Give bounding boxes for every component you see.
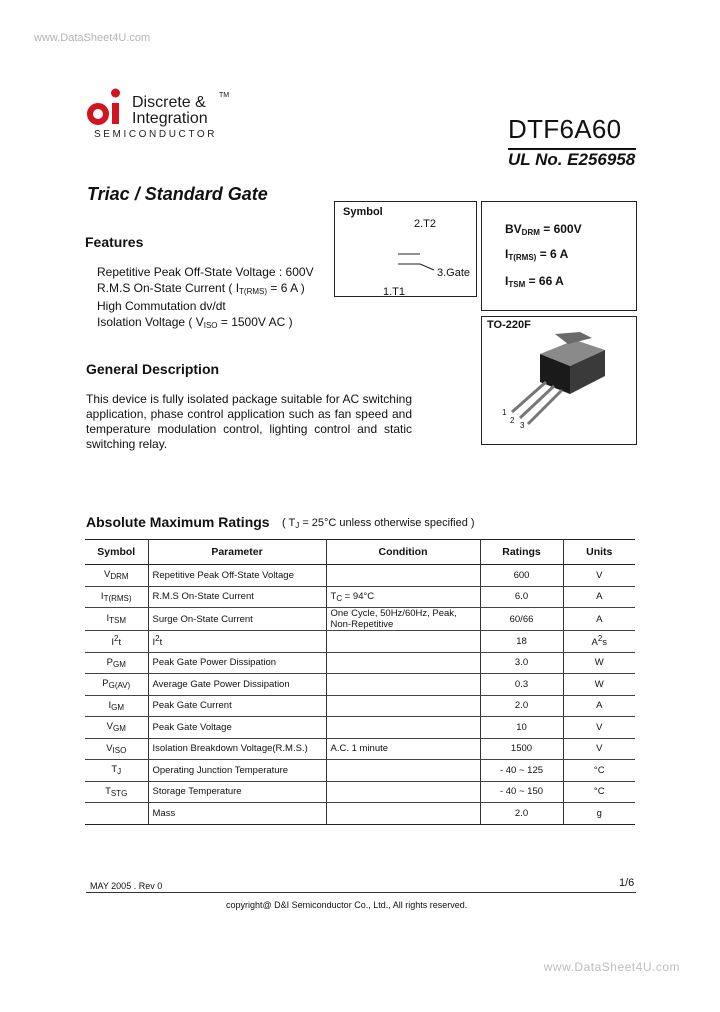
cell-unit: V [563, 565, 635, 587]
page-number: 1/6 [619, 877, 635, 889]
ul-number: UL No. E256958 [508, 150, 636, 169]
feature-item: High Commutation dv/dt [97, 299, 226, 313]
features-list [97, 265, 314, 333]
spec-bvdrm: $BV_{DRM} = 600V$ [505, 222, 582, 237]
cell-value: 2.0 [480, 803, 563, 825]
table-row [85, 717, 635, 739]
cell-value: 18 [480, 631, 563, 653]
cell-value: 6.0 [480, 586, 563, 608]
cell-condition [326, 565, 480, 587]
cell-unit: $A^2s$ [563, 631, 635, 653]
cell-symbol: $I_{T(RMS)}$ [85, 586, 148, 608]
spec-itrms: $I_{T(RMS)} = 6$ A [505, 247, 569, 262]
cell-condition: $T_C = 94^\circ C$ [326, 586, 480, 608]
cell-value: 10 [480, 717, 563, 739]
package-title: TO-220F [487, 319, 531, 331]
cell-symbol: $V_{GM}$ [85, 717, 148, 739]
logo-line2: Integration [132, 110, 208, 127]
cell-unit: W [563, 674, 635, 696]
cell-symbol: $I_{GM}$ [85, 695, 148, 717]
feature-item: Repetitive Peak Off-State Voltage : 600V [97, 265, 314, 279]
terminal-t2-label: 2.T2 [414, 218, 437, 230]
cell-value: 3.0 [480, 652, 563, 674]
device-subtitle: Triac / Standard Gate [87, 184, 268, 204]
table-row [85, 674, 635, 696]
watermark-bottom: www.DataSheet4U.com [543, 960, 680, 974]
copyright: copyright@ D&I Semiconductor Co., Ltd., All rights reserved. [226, 900, 468, 910]
pin3-label: 3 [520, 421, 525, 430]
cell-unit: A [563, 608, 635, 631]
cell-unit: °C [563, 781, 635, 803]
cell-unit: g [563, 803, 635, 825]
cell-condition [326, 717, 480, 739]
cell-symbol: $V_{DRM}$ [85, 565, 148, 587]
cell-value: 1500 [480, 738, 563, 760]
to220f-package-icon [500, 332, 615, 432]
header-parameter: Parameter [148, 540, 326, 565]
cell-condition [326, 652, 480, 674]
cell-symbol: $P_{GM}$ [85, 652, 148, 674]
cell-symbol [85, 803, 148, 825]
cell-parameter: Storage Temperature [148, 781, 326, 803]
cell-unit: A [563, 695, 635, 717]
cell-parameter: Peak Gate Current [148, 695, 326, 717]
footer-rule [86, 892, 636, 893]
logo-trademark: TM [219, 92, 230, 99]
table-row [85, 760, 635, 782]
features-heading: Features [85, 234, 144, 250]
feature-item: Isolation Voltage ( $V_{ISO} = 1500V$ AC ) [97, 314, 293, 330]
cell-symbol: $I^2t$ [85, 631, 148, 653]
cell-symbol: $T_J$ [85, 760, 148, 782]
cell-condition: A.C. 1 minute [326, 738, 480, 760]
logo-line1: Discrete & [132, 94, 206, 111]
cell-condition: One Cycle, 50Hz/60Hz, Peak, Non-Repetitive [326, 608, 480, 631]
cell-parameter: Repetitive Peak Off-State Voltage [148, 565, 326, 587]
cell-parameter: Surge On-State Current [148, 608, 326, 631]
general-description-heading: General Description [86, 361, 220, 377]
cell-condition [326, 674, 480, 696]
cell-symbol: $T_{STG}$ [85, 781, 148, 803]
cell-value: 60/66 [480, 608, 563, 631]
terminal-t1-label: 1.T1 [383, 286, 406, 298]
table-row [85, 781, 635, 803]
cell-unit: °C [563, 760, 635, 782]
cell-value: 2.0 [480, 695, 563, 717]
feature-item: R.M.S On-State Current ( $I_{T(RMS)} = 6$ A ) [97, 280, 305, 296]
cell-unit: W [563, 652, 635, 674]
cell-symbol: $V_{ISO}$ [85, 738, 148, 760]
terminal-gate-label: 3.Gate [437, 267, 471, 279]
general-description-text: This device is fully isolated package suitable for AC switching application, phase control application such as fan speed and temperature modulation control, lighting control and static switching relay. [86, 392, 412, 451]
cell-condition [326, 781, 480, 803]
cell-symbol: $P_{G(AV)}$ [85, 674, 148, 696]
cell-parameter: Operating Junction Temperature [148, 760, 326, 782]
header-ratings: Ratings [480, 540, 563, 565]
cell-value: 0.3 [480, 674, 563, 696]
pin2-label: 2 [510, 416, 515, 425]
cell-unit: V [563, 738, 635, 760]
cell-value: 600 [480, 565, 563, 587]
part-number: DTF6A60 [508, 114, 622, 144]
table-row [85, 586, 635, 608]
footer-date: MAY 2005 . Rev 0 [90, 881, 163, 891]
pin1-label: 1 [502, 408, 507, 417]
cell-parameter: Average Gate Power Dissipation [148, 674, 326, 696]
cell-unit: V [563, 717, 635, 739]
ratings-title: Absolute Maximum Ratings [86, 514, 270, 530]
symbol-title: Symbol [343, 206, 383, 218]
table-header-row [85, 540, 635, 565]
header-symbol: Symbol [85, 540, 148, 565]
table-row [85, 652, 635, 674]
ratings-table [85, 539, 635, 825]
header-condition: Condition [326, 540, 480, 565]
table-row [85, 565, 635, 587]
table-row [85, 695, 635, 717]
cell-symbol: $I_{TSM}$ [85, 608, 148, 631]
cell-condition [326, 695, 480, 717]
cell-condition [326, 803, 480, 825]
table-row [85, 738, 635, 760]
table-row [85, 803, 635, 825]
cell-value: - 40 ~ 125 [480, 760, 563, 782]
cell-parameter: Mass [148, 803, 326, 825]
cell-value: - 40 ~ 150 [480, 781, 563, 803]
logo-tagline: SEMICONDUCTOR [94, 129, 218, 140]
cell-unit: A [563, 586, 635, 608]
triac-symbol-icon [392, 246, 438, 276]
cell-condition [326, 760, 480, 782]
table-row [85, 631, 635, 653]
cell-parameter: Peak Gate Voltage [148, 717, 326, 739]
cell-parameter: Peak Gate Power Dissipation [148, 652, 326, 674]
table-row [85, 608, 635, 631]
cell-condition [326, 631, 480, 653]
cell-parameter: R.M.S On-State Current [148, 586, 326, 608]
spec-itsm: $I_{TSM} = 66$ A [505, 274, 564, 289]
cell-parameter: $I^2t$ [148, 631, 326, 653]
watermark-top: www.DataSheet4U.com [34, 32, 151, 44]
ratings-condition-note: ( $T_J = 25^\circ C$ unless otherwise specified ) [282, 517, 475, 530]
header-units: Units [563, 540, 635, 565]
cell-parameter: Isolation Breakdown Voltage(R.M.S.) [148, 738, 326, 760]
